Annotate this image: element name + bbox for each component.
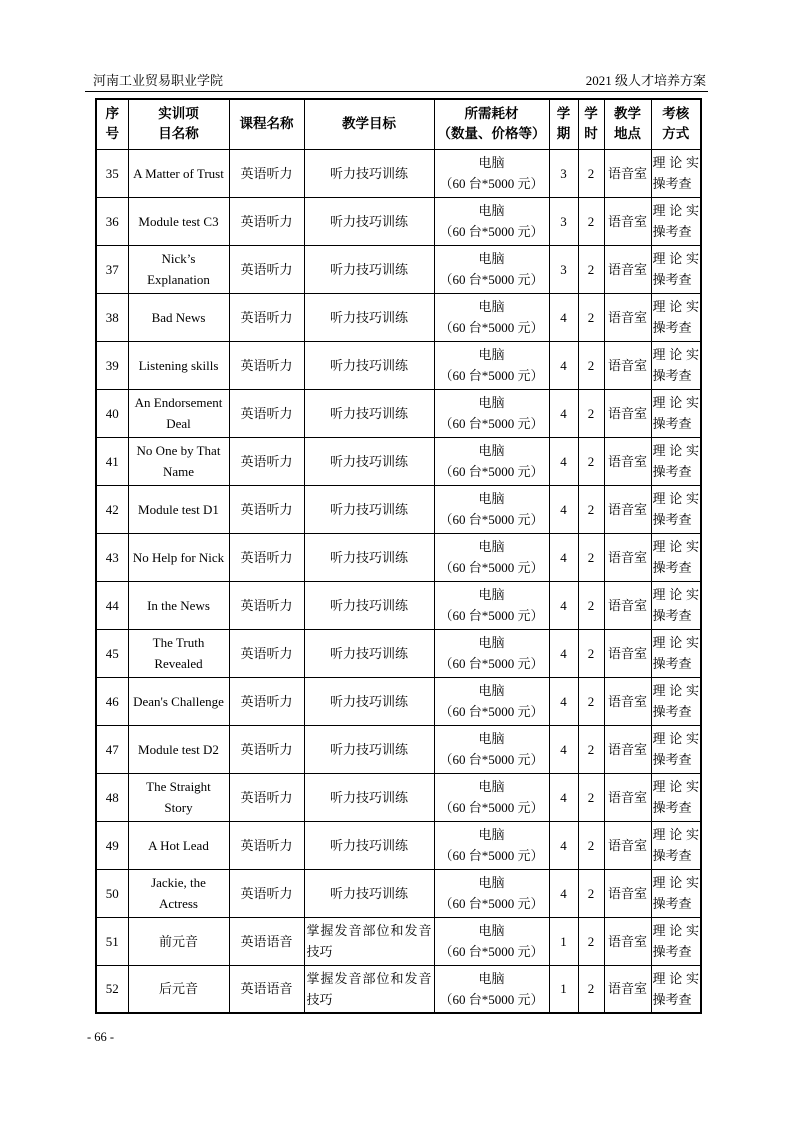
col-header-no: [96, 99, 128, 149]
cell-project: Dean's Challenge: [128, 677, 229, 725]
cell-course: 英语语音: [229, 917, 304, 965]
table-row: [96, 341, 701, 389]
cell-course: 英语听力: [229, 245, 304, 293]
cell-assessment: 理论实操考查: [651, 437, 701, 485]
table-row: [96, 821, 701, 869]
cell-project: An Endorsement Deal: [128, 389, 229, 437]
cell-project: The Truth Revealed: [128, 629, 229, 677]
cell-objective: 听力技巧训练: [304, 821, 434, 869]
cell-semester: 4: [549, 773, 578, 821]
cell-project: Bad News: [128, 293, 229, 341]
cell-assessment: 理论实操考查: [651, 773, 701, 821]
cell-materials: [434, 965, 549, 1013]
table-row: [96, 965, 701, 1013]
cell-objective: 听力技巧训练: [304, 869, 434, 917]
cell-course: 英语听力: [229, 677, 304, 725]
cell-no: 40: [96, 389, 128, 437]
cell-materials: [434, 917, 549, 965]
cell-objective: 听力技巧训练: [304, 437, 434, 485]
materials-spec: （60 台*5000 元）: [439, 416, 544, 431]
cell-hours: 2: [578, 725, 604, 773]
cell-hours: 2: [578, 149, 604, 197]
cell-hours: 2: [578, 485, 604, 533]
cell-course: 英语听力: [229, 869, 304, 917]
cell-materials: [434, 821, 549, 869]
col-header-line: 所需耗材: [464, 106, 519, 122]
cell-objective: 听力技巧训练: [304, 245, 434, 293]
cell-project: Module test D1: [128, 485, 229, 533]
materials-item: 电脑: [478, 395, 505, 410]
cell-materials: [434, 149, 549, 197]
col-header-line: 地点: [614, 126, 641, 142]
col-header-line: 课程名称: [239, 116, 294, 132]
cell-materials: [434, 293, 549, 341]
table-row: [96, 725, 701, 773]
cell-objective: 听力技巧训练: [304, 149, 434, 197]
table-row: [96, 485, 701, 533]
cell-course: 英语听力: [229, 437, 304, 485]
materials-spec: （60 台*5000 元）: [439, 991, 544, 1007]
table-row: [96, 293, 701, 341]
cell-location: 语音室: [604, 341, 651, 389]
cell-location: 语音室: [604, 437, 651, 485]
cell-location: 语音室: [604, 821, 651, 869]
cell-no: 44: [96, 581, 128, 629]
materials-spec: （60 台*5000 元）: [439, 560, 544, 575]
cell-no: 42: [96, 485, 128, 533]
cell-assessment: 理论实操考查: [651, 341, 701, 389]
cell-project: 后元音: [128, 965, 229, 1013]
cell-materials: [434, 581, 549, 629]
table-row: [96, 533, 701, 581]
cell-project: Listening skills: [128, 341, 229, 389]
cell-hours: 2: [578, 437, 604, 485]
materials-item: 电脑: [478, 443, 505, 458]
cell-objective: 听力技巧训练: [304, 293, 434, 341]
cell-hours: 2: [578, 197, 604, 245]
page-header: [85, 72, 708, 89]
materials-item: 电脑: [478, 683, 505, 698]
cell-semester: 3: [549, 245, 578, 293]
cell-materials: [434, 389, 549, 437]
cell-hours: 2: [578, 869, 604, 917]
cell-project: A Matter of Trust: [128, 149, 229, 197]
cell-no: 45: [96, 629, 128, 677]
cell-objective: 听力技巧训练: [304, 773, 434, 821]
materials-item: 电脑: [478, 731, 505, 746]
cell-assessment: 理论实操考查: [651, 389, 701, 437]
materials-item: 电脑: [478, 923, 505, 938]
cell-materials: [434, 533, 549, 581]
table-row: [96, 581, 701, 629]
col-header-materials: [434, 99, 549, 149]
materials-item: 电脑: [478, 539, 505, 554]
materials-spec: （60 台*5000 元）: [439, 752, 544, 767]
materials-spec: （60 台*5000 元）: [439, 512, 544, 527]
cell-materials: [434, 245, 549, 293]
cell-materials: [434, 197, 549, 245]
cell-course: 英语听力: [229, 293, 304, 341]
cell-materials: [434, 677, 549, 725]
cell-semester: 4: [549, 485, 578, 533]
cell-no: 37: [96, 245, 128, 293]
cell-course: 英语听力: [229, 821, 304, 869]
cell-no: 47: [96, 725, 128, 773]
cell-location: 语音室: [604, 245, 651, 293]
cell-semester: 4: [549, 389, 578, 437]
cell-objective: 掌握发音部位和发音技巧: [304, 917, 434, 965]
cell-project: Module test C3: [128, 197, 229, 245]
table-row: [96, 389, 701, 437]
col-header-line: 目名称: [158, 126, 199, 142]
cell-assessment: 理论实操考查: [651, 485, 701, 533]
cell-semester: 4: [549, 533, 578, 581]
cell-assessment: 理论实操考查: [651, 725, 701, 773]
cell-no: 48: [96, 773, 128, 821]
header-plan-title: 2021 级人才培养方案: [585, 73, 706, 88]
cell-project: Jackie, the Actress: [128, 869, 229, 917]
cell-assessment: 理论实操考查: [651, 677, 701, 725]
table-row: [96, 869, 701, 917]
materials-spec: （60 台*5000 元）: [439, 944, 544, 959]
materials-item: 电脑: [478, 155, 505, 170]
cell-semester: 4: [549, 821, 578, 869]
col-header-line: 考核: [662, 106, 690, 122]
col-header-semester: [549, 99, 578, 149]
cell-hours: 2: [578, 821, 604, 869]
cell-no: 49: [96, 821, 128, 869]
header-rule: [85, 91, 708, 92]
cell-semester: 3: [549, 197, 578, 245]
cell-course: 英语听力: [229, 485, 304, 533]
col-header-line: 实训项: [158, 106, 199, 122]
col-header-course: [229, 99, 304, 149]
cell-no: 36: [96, 197, 128, 245]
materials-item: 电脑: [478, 635, 505, 650]
cell-semester: 4: [549, 725, 578, 773]
materials-spec: （60 台*5000 元）: [439, 704, 544, 719]
cell-assessment: 理论实操考查: [651, 197, 701, 245]
table-row: [96, 917, 701, 965]
cell-semester: 4: [549, 677, 578, 725]
cell-objective: 听力技巧训练: [304, 197, 434, 245]
cell-location: 语音室: [604, 773, 651, 821]
table-row: [96, 197, 701, 245]
cell-materials: [434, 437, 549, 485]
cell-location: 语音室: [604, 965, 651, 1013]
cell-location: 语音室: [604, 869, 651, 917]
cell-no: 52: [96, 965, 128, 1013]
cell-objective: 听力技巧训练: [304, 629, 434, 677]
cell-semester: 1: [549, 917, 578, 965]
cell-objective: 听力技巧训练: [304, 677, 434, 725]
cell-location: 语音室: [604, 629, 651, 677]
cell-objective: 听力技巧训练: [304, 725, 434, 773]
training-projects-table: [95, 98, 702, 1014]
materials-item: 电脑: [478, 827, 505, 842]
materials-spec: （60 台*5000 元）: [439, 272, 544, 287]
materials-item: 电脑: [478, 970, 505, 986]
cell-project: 前元音: [128, 917, 229, 965]
cell-assessment: 理论实操考查: [651, 293, 701, 341]
cell-hours: 2: [578, 245, 604, 293]
col-header-objective: [304, 99, 434, 149]
col-header-line: 期: [556, 126, 571, 142]
cell-project: No Help for Nick: [128, 533, 229, 581]
cell-project: Nick’s Explanation: [128, 245, 229, 293]
col-header-line: （数量、价格等）: [437, 126, 546, 142]
materials-spec: （60 台*5000 元）: [439, 656, 544, 671]
cell-semester: 4: [549, 869, 578, 917]
cell-hours: 2: [578, 965, 604, 1013]
cell-semester: 4: [549, 341, 578, 389]
col-header-hours: [578, 99, 604, 149]
col-header-line: 教学: [614, 106, 641, 122]
header-school-name: 河南工业贸易职业学院: [93, 73, 224, 88]
col-header-location: [604, 99, 651, 149]
cell-materials: [434, 869, 549, 917]
materials-spec: （60 台*5000 元）: [439, 368, 544, 383]
materials-item: 电脑: [478, 299, 505, 314]
cell-course: 英语听力: [229, 341, 304, 389]
cell-assessment: 理论实操考查: [651, 149, 701, 197]
cell-no: 50: [96, 869, 128, 917]
table-row: [96, 629, 701, 677]
materials-item: 电脑: [478, 251, 505, 266]
cell-hours: 2: [578, 773, 604, 821]
materials-item: 电脑: [478, 347, 505, 362]
col-header-line: 号: [105, 126, 119, 142]
cell-course: 英语听力: [229, 149, 304, 197]
cell-semester: 4: [549, 293, 578, 341]
cell-assessment: 理论实操考查: [651, 533, 701, 581]
cell-location: 语音室: [604, 725, 651, 773]
cell-location: 语音室: [604, 533, 651, 581]
cell-hours: 2: [578, 533, 604, 581]
cell-materials: [434, 629, 549, 677]
cell-project: The Straight Story: [128, 773, 229, 821]
col-header-project: [128, 99, 229, 149]
cell-objective: 听力技巧训练: [304, 341, 434, 389]
cell-no: 51: [96, 917, 128, 965]
cell-assessment: 理论实操考查: [651, 245, 701, 293]
col-header-line: 时: [584, 126, 598, 142]
table-header-row: [96, 99, 701, 149]
cell-course: 英语语音: [229, 965, 304, 1013]
cell-no: 39: [96, 341, 128, 389]
materials-item: 电脑: [478, 875, 505, 890]
cell-materials: [434, 341, 549, 389]
cell-hours: 2: [578, 293, 604, 341]
cell-course: 英语听力: [229, 389, 304, 437]
materials-item: 电脑: [478, 587, 505, 602]
col-header-assessment: [651, 99, 701, 149]
cell-objective: 掌握发音部位和发音技巧: [304, 965, 434, 1013]
cell-project: A Hot Lead: [128, 821, 229, 869]
cell-no: 46: [96, 677, 128, 725]
col-header-line: 教学目标: [342, 116, 396, 132]
cell-project: No One by That Name: [128, 437, 229, 485]
cell-objective: 听力技巧训练: [304, 389, 434, 437]
table-row: [96, 149, 701, 197]
cell-assessment: 理论实操考查: [651, 965, 701, 1013]
cell-course: 英语听力: [229, 629, 304, 677]
materials-item: 电脑: [478, 779, 505, 794]
materials-spec: （60 台*5000 元）: [439, 848, 544, 863]
cell-location: 语音室: [604, 293, 651, 341]
cell-course: 英语听力: [229, 197, 304, 245]
cell-project: Module test D2: [128, 725, 229, 773]
cell-location: 语音室: [604, 149, 651, 197]
cell-no: 43: [96, 533, 128, 581]
table-row: [96, 437, 701, 485]
cell-no: 41: [96, 437, 128, 485]
cell-hours: 2: [578, 389, 604, 437]
page-number: - 66 -: [87, 1030, 115, 1044]
materials-item: 电脑: [478, 491, 505, 506]
materials-spec: （60 台*5000 元）: [439, 176, 544, 191]
cell-course: 英语听力: [229, 773, 304, 821]
col-header-line: 学: [556, 106, 571, 122]
cell-hours: 2: [578, 581, 604, 629]
cell-assessment: 理论实操考查: [651, 629, 701, 677]
cell-hours: 2: [578, 341, 604, 389]
col-header-line: 方式: [662, 126, 690, 142]
cell-objective: 听力技巧训练: [304, 581, 434, 629]
materials-spec: （60 台*5000 元）: [439, 464, 544, 479]
cell-location: 语音室: [604, 677, 651, 725]
cell-semester: 4: [549, 581, 578, 629]
cell-location: 语音室: [604, 197, 651, 245]
cell-project: In the News: [128, 581, 229, 629]
cell-location: 语音室: [604, 917, 651, 965]
table-row: [96, 677, 701, 725]
cell-location: 语音室: [604, 389, 651, 437]
cell-hours: 2: [578, 677, 604, 725]
table-row: [96, 245, 701, 293]
col-header-line: 学: [584, 106, 598, 122]
cell-no: 35: [96, 149, 128, 197]
cell-semester: 4: [549, 437, 578, 485]
cell-semester: 3: [549, 149, 578, 197]
table-row: [96, 773, 701, 821]
cell-materials: [434, 773, 549, 821]
cell-semester: 1: [549, 965, 578, 1013]
materials-spec: （60 台*5000 元）: [439, 224, 544, 239]
cell-location: 语音室: [604, 581, 651, 629]
cell-assessment: 理论实操考查: [651, 581, 701, 629]
cell-assessment: 理论实操考查: [651, 917, 701, 965]
cell-course: 英语听力: [229, 533, 304, 581]
col-header-line: 序: [105, 106, 119, 122]
cell-objective: 听力技巧训练: [304, 485, 434, 533]
cell-assessment: 理论实操考查: [651, 821, 701, 869]
cell-no: 38: [96, 293, 128, 341]
materials-spec: （60 台*5000 元）: [439, 896, 544, 911]
cell-materials: [434, 725, 549, 773]
cell-hours: 2: [578, 917, 604, 965]
cell-hours: 2: [578, 629, 604, 677]
materials-spec: （60 台*5000 元）: [439, 608, 544, 623]
cell-location: 语音室: [604, 485, 651, 533]
materials-item: 电脑: [478, 203, 505, 218]
materials-spec: （60 台*5000 元）: [439, 800, 544, 815]
cell-course: 英语听力: [229, 725, 304, 773]
materials-spec: （60 台*5000 元）: [439, 320, 544, 335]
cell-course: 英语听力: [229, 581, 304, 629]
cell-materials: [434, 485, 549, 533]
cell-assessment: 理论实操考查: [651, 869, 701, 917]
cell-semester: 4: [549, 629, 578, 677]
cell-objective: 听力技巧训练: [304, 533, 434, 581]
